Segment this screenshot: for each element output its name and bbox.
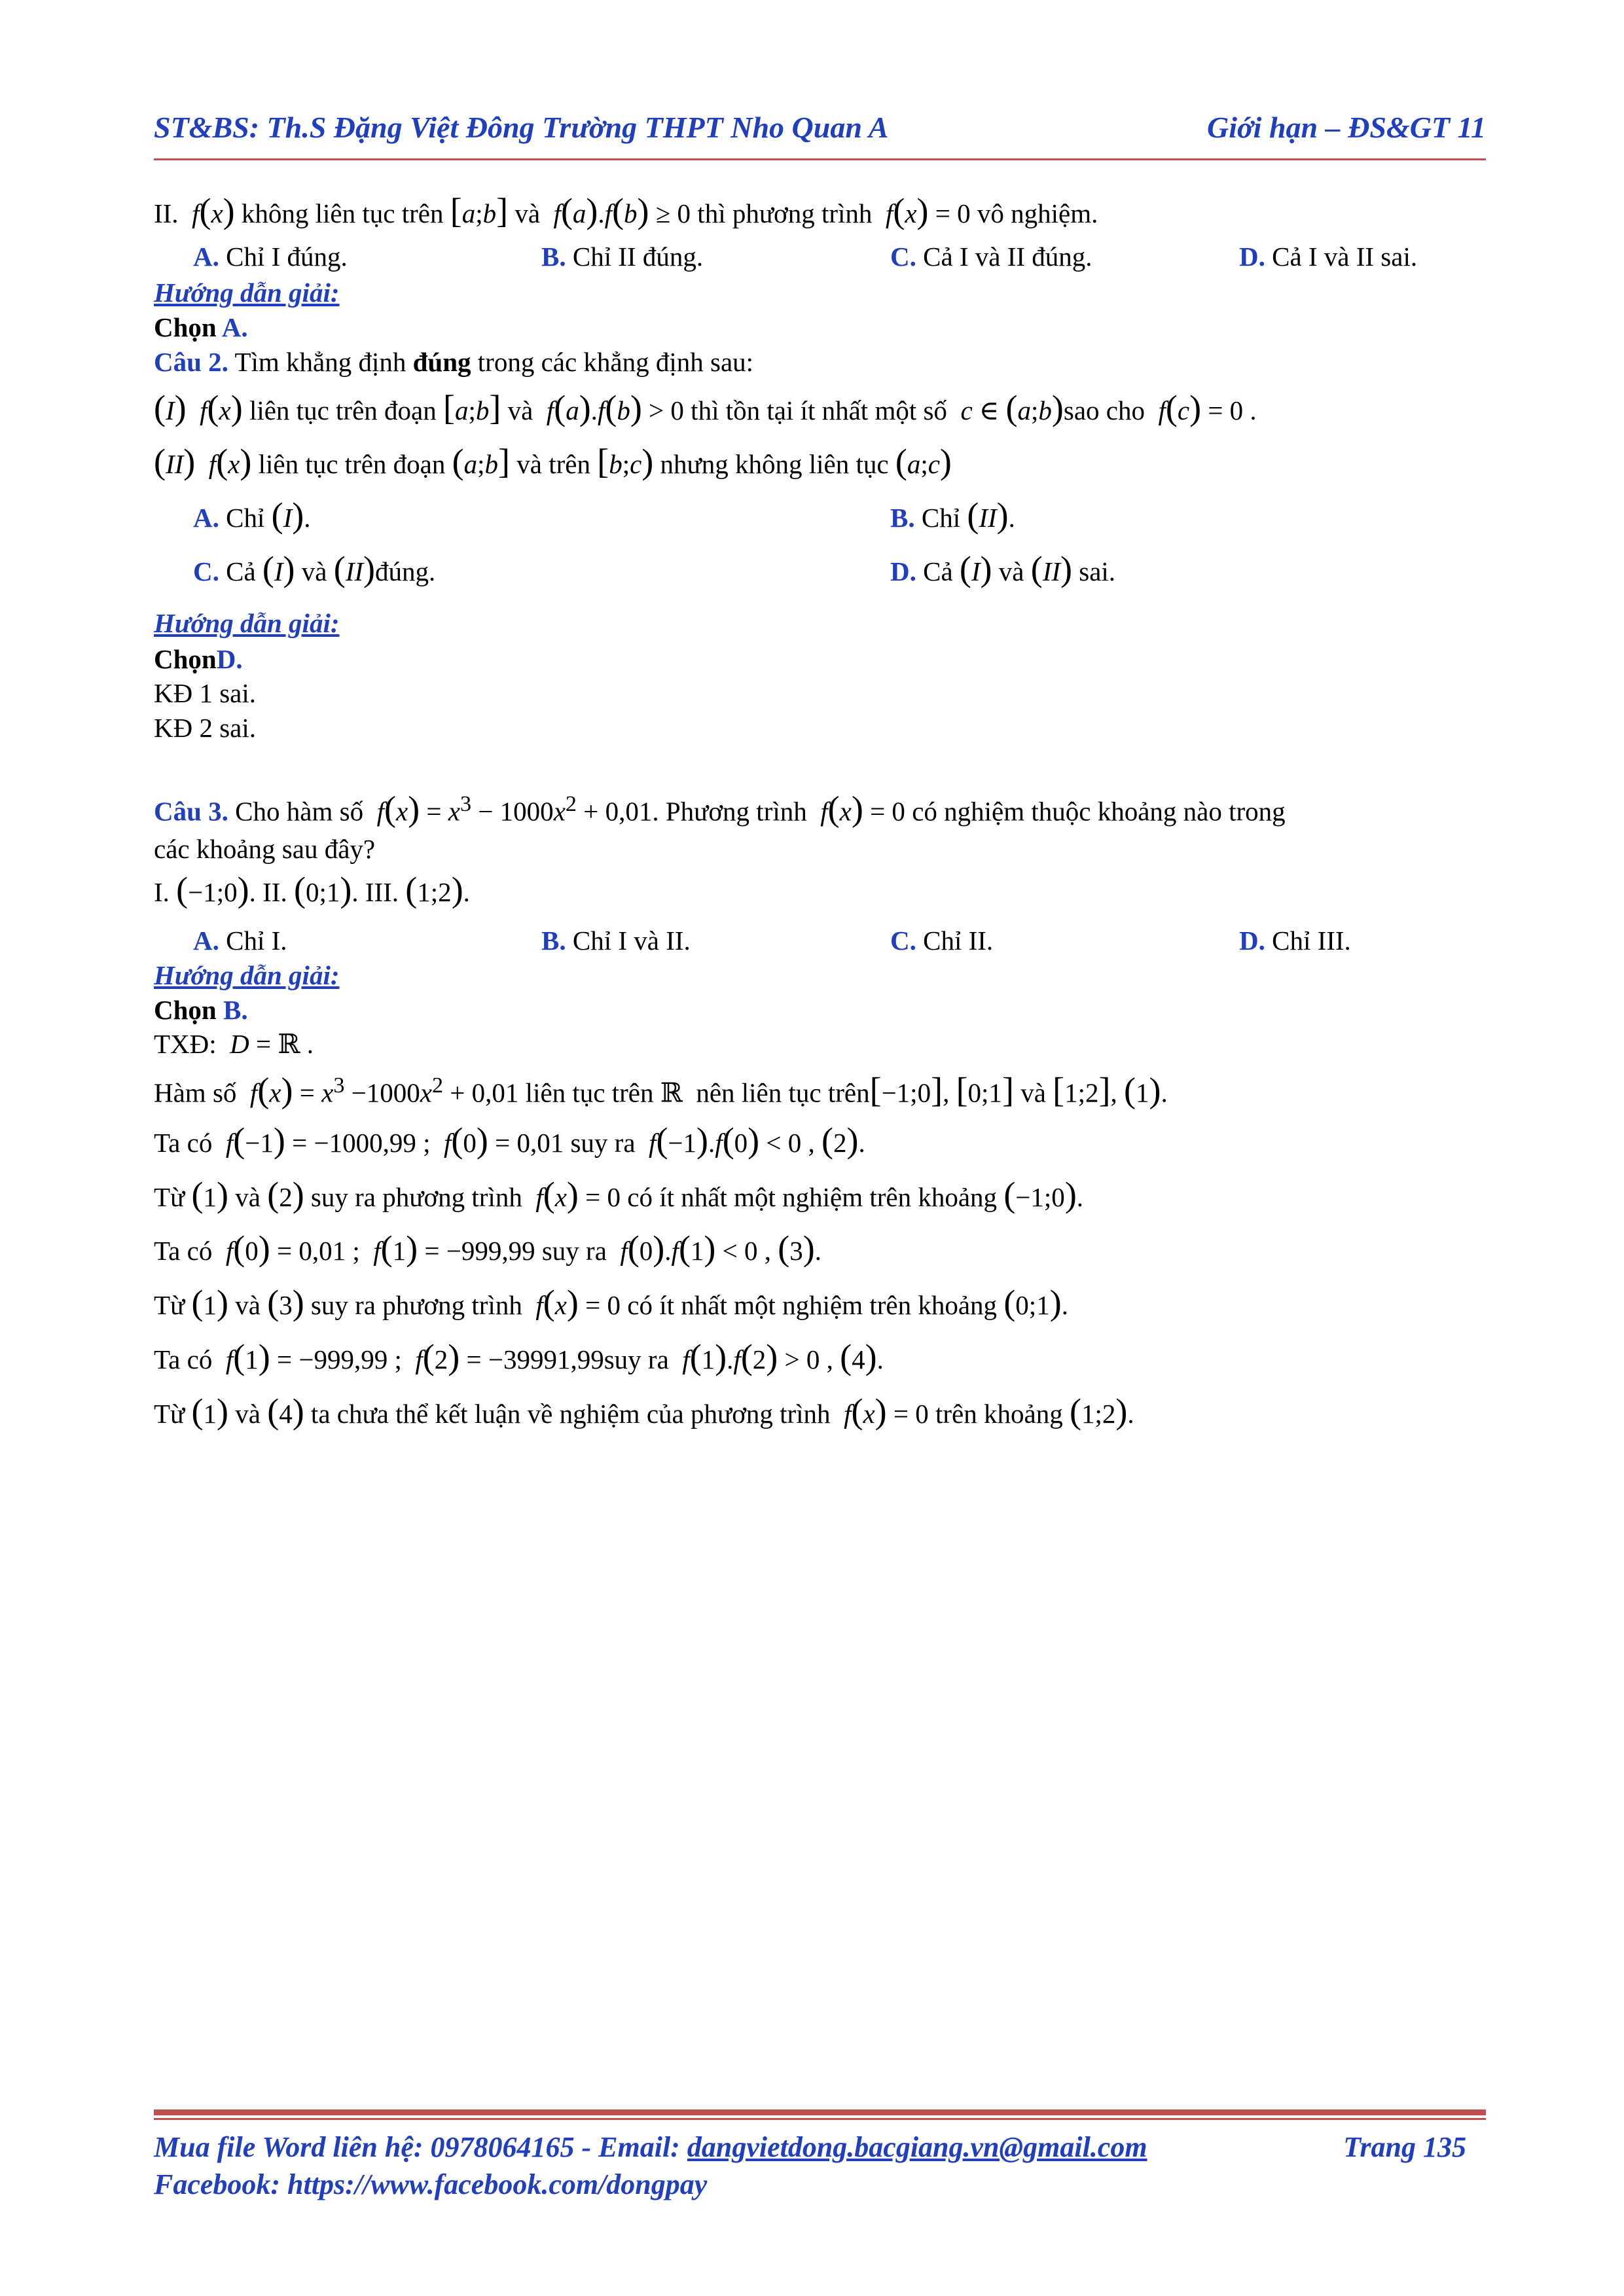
q2-statement-2: (II) f(x) liên tục trên đoạn (a;b] và trên [b;c) nhưng không liên tục (a;c) [154,442,952,481]
q2-option-d[interactable]: D. Cả (I) và (II) sai. [890,549,1116,588]
q3-step-7: Từ (1) và (4) ta chưa thể kết luận về nghiệm của phương trình f(x) = 0 trên khoảng (1;2). [154,1391,1134,1431]
email-link[interactable]: dangvietdong.bacgiang.vn@gmail.com [687,2131,1147,2163]
q1-option-d[interactable]: D. Cả I và II sai. [1239,242,1418,272]
q2-option-a[interactable]: A. Chỉ (I). [193,495,311,535]
footer-line-2[interactable]: Facebook: https://www.facebook.com/dongpay [154,2168,708,2200]
q1-guide-heading: Hướng dẫn giải: [154,278,340,308]
q2-answer: ChọnD. [154,644,243,674]
q3-step-4: Ta có f(0) = 0,01 ; f(1) = −999,99 suy ra f(0).f(1) < 0 , (3). [154,1229,821,1268]
q3-option-a[interactable]: A. Chỉ I. [193,925,287,956]
q3-prompt: Câu 3. Cho hàm số $f(x) = x^3 - 1000x^2 + 0,01$. Phương trình f(x) = 0 có nghiệm thuộc khoảng nào trong [154,789,1286,829]
q3-prompt-cont: các khoảng sau đây? [154,834,376,864]
q3-intervals: I. (−1;0). II. (0;1). III. (1;2). [154,870,470,909]
footer-rule-thin [154,2118,1486,2120]
q3-answer: Chọn B. [154,995,248,1025]
q3-step-2: Ta có f(−1) = −1000,99 ; f(0) = 0,01 suy ra f(−1).f(0) < 0 , (2). [154,1121,865,1160]
q1-statement-2: II. f(x) không liên tục trên [a;b] và f(a).f(b) ≥ 0 thì phương trình f(x) = 0 vô nghiệm. [154,191,1098,230]
q3-option-b[interactable]: B. Chỉ I và II. [541,925,691,956]
q3-option-d[interactable]: D. Chỉ III. [1239,925,1351,956]
page-header [154,110,1486,156]
q1-option-a[interactable]: A. Chỉ I đúng. [193,242,348,272]
page-number: Trang 135 [1343,2131,1466,2163]
q3-domain: TXĐ: D = ℝ . [154,1029,314,1059]
header-title: ST&BS: Th.S Đặng Việt Đông Trường THPT Nho Quan A [154,111,889,144]
q2-statement-1: (I) f(x) liên tục trên đoạn [a;b] và f(a).f(b) > 0 thì tồn tại ít nhất một số c ∈ (a;b)sao cho f(c) = 0 . [154,388,1257,427]
footer-line-1: Mua file Word liên hệ: 0978064165 - Email: dangvietdong.bacgiang.vn@gmail.com Trang 135 [154,2131,1466,2163]
q3-step-6: Ta có f(1) = −999,99 ; f(2) = −39991,99suy ra f(1).f(2) > 0 , (4). [154,1337,884,1376]
q2-guide-heading: Hướng dẫn giải: [154,608,340,638]
header-chapter: Giới hạn – ĐS&GT 11 [1207,111,1486,144]
q3-guide-heading: Hướng dẫn giải: [154,960,340,990]
q2-note-1: KĐ 1 sai. [154,678,257,708]
q1-option-c[interactable]: C. Cả I và II đúng. [890,242,1092,272]
q1-option-b[interactable]: B. Chỉ II đúng. [541,242,704,272]
q3-step-1: Hàm số $f(x) = x^3 -1000x^2 + 0,01$ liên tục trên ℝ nên liên tục trên[−1;0], [0;1] và [1;2], (1). [154,1070,1168,1110]
q2-note-2: KĐ 2 sai. [154,713,257,743]
q3-option-c[interactable]: C. Chỉ II. [890,925,994,956]
q3-step-5: Từ (1) và (3) suy ra phương trình f(x) = 0 có ít nhất một nghiệm trên khoảng (0;1). [154,1283,1068,1322]
footer-rule [154,2109,1486,2115]
q2-option-c[interactable]: C. Cả (I) và (II)đúng. [193,549,436,588]
header-rule [154,158,1486,160]
q2-prompt: Câu 2. Tìm khẳng định đúng trong các khẳng định sau: [154,347,754,377]
q2-option-b[interactable]: B. Chỉ (II). [890,495,1015,535]
q1-answer: Chọn A. [154,312,248,342]
q3-step-3: Từ (1) và (2) suy ra phương trình f(x) = 0 có ít nhất một nghiệm trên khoảng (−1;0). [154,1175,1084,1214]
